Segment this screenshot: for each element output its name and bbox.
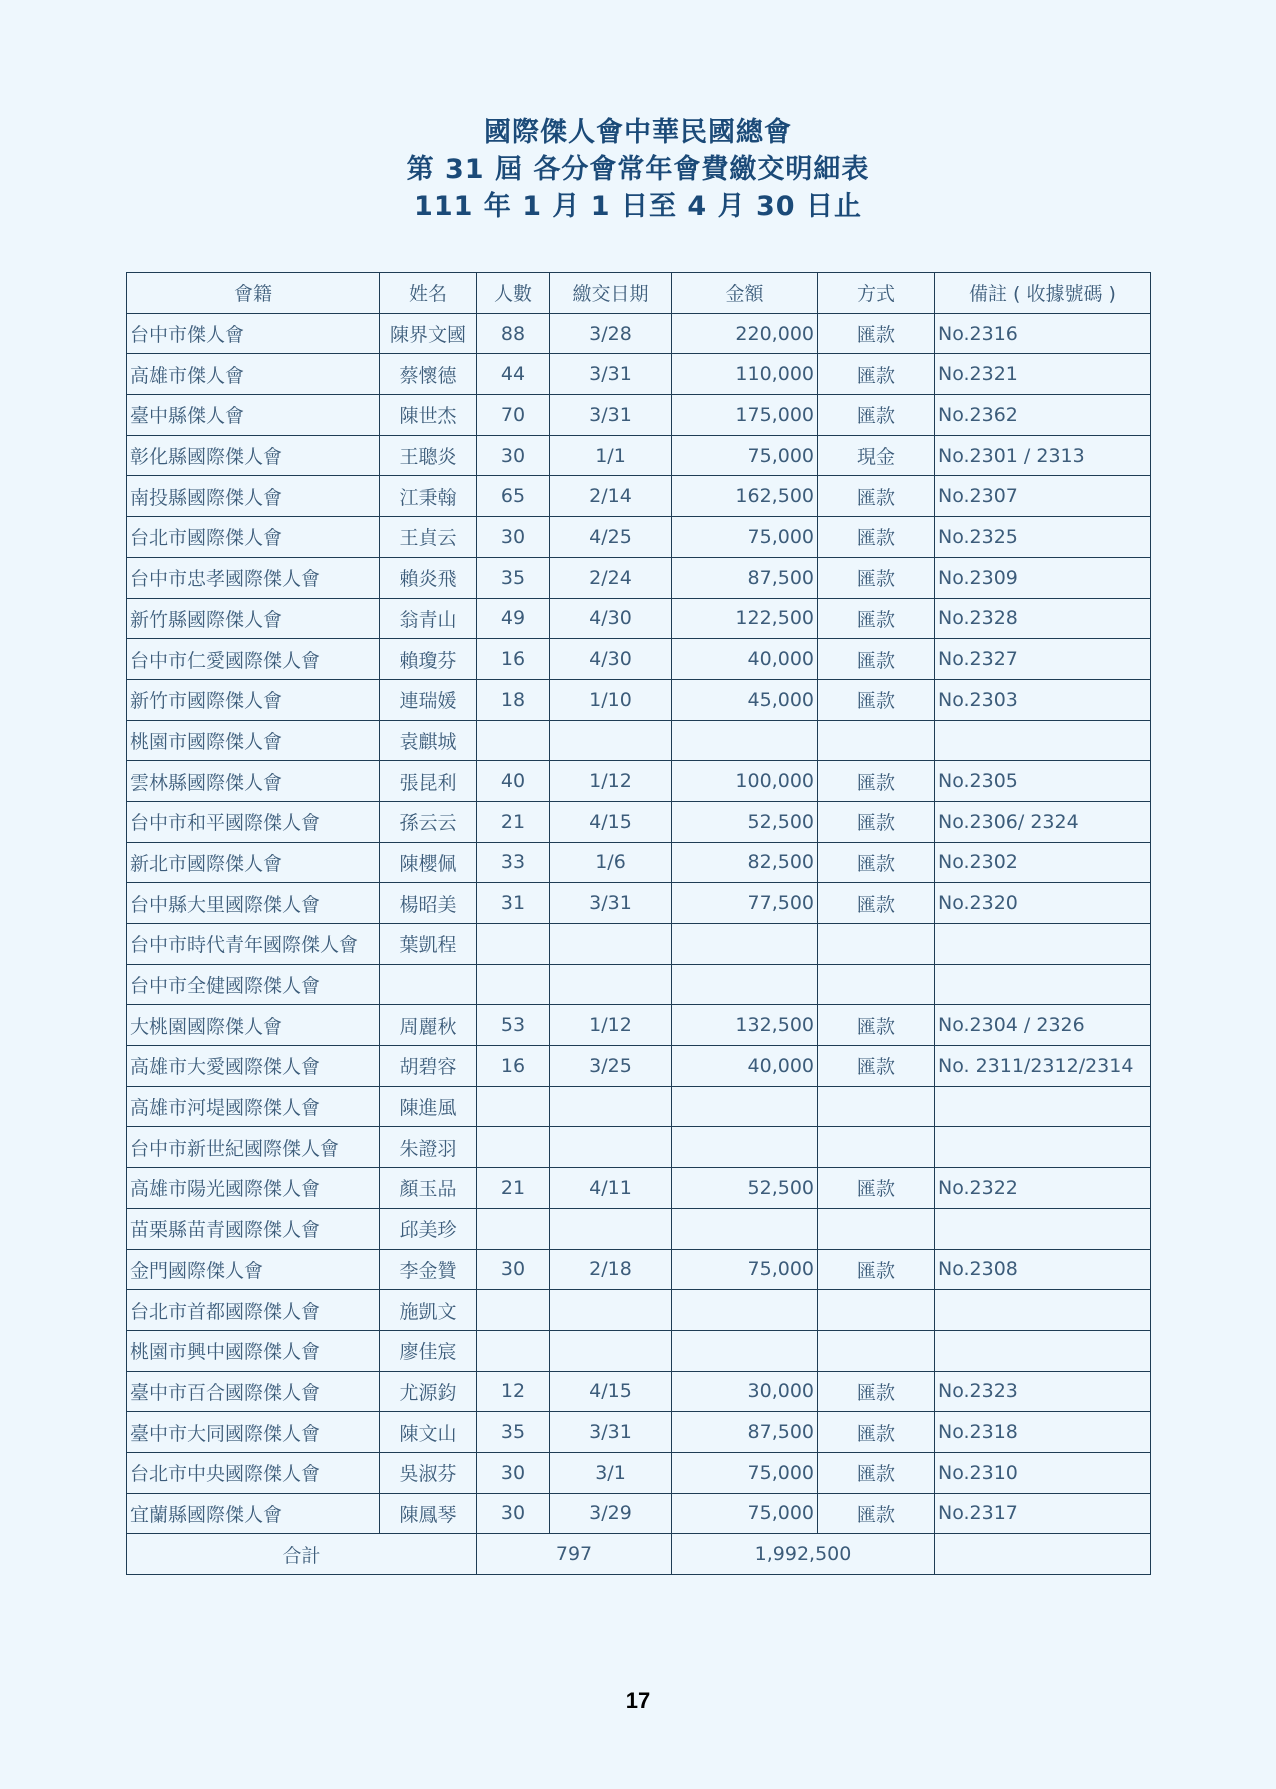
cell-club: 桃園市興中國際傑人會 (127, 1330, 380, 1371)
cell-method: 現金 (818, 435, 935, 476)
table-row (127, 639, 1151, 680)
cell-club: 高雄市傑人會 (127, 354, 380, 395)
cell-method (818, 1127, 935, 1168)
cell-club: 雲林縣國際傑人會 (127, 761, 380, 802)
cell-date (550, 1208, 672, 1249)
cell-count: 49 (477, 598, 550, 639)
cell-date: 3/28 (550, 313, 672, 354)
cell-note: No.2302 (935, 842, 1151, 883)
cell-name: 陳文山 (380, 1412, 477, 1453)
cell-count (477, 924, 550, 965)
cell-note: No.2305 (935, 761, 1151, 802)
table-row (127, 1249, 1151, 1290)
table-row (127, 964, 1151, 1005)
cell-club: 臺中縣傑人會 (127, 395, 380, 436)
cell-name: 陳進風 (380, 1086, 477, 1127)
cell-amount: 82,500 (672, 842, 818, 883)
cell-name: 邱美珍 (380, 1208, 477, 1249)
cell-note: No.2362 (935, 395, 1151, 436)
cell-date: 4/25 (550, 517, 672, 558)
cell-date (550, 1127, 672, 1168)
cell-note (935, 720, 1151, 761)
page-number: 17 (625, 1688, 651, 1713)
cell-method (818, 1208, 935, 1249)
cell-amount (672, 1086, 818, 1127)
table-row (127, 801, 1151, 842)
cell-name: 王貞云 (380, 517, 477, 558)
cell-name: 周麗秋 (380, 1005, 477, 1046)
table-row (127, 1452, 1151, 1493)
total-count: 797 (477, 1534, 672, 1575)
cell-note (935, 924, 1151, 965)
cell-club: 臺中市大同國際傑人會 (127, 1412, 380, 1453)
cell-count: 65 (477, 476, 550, 517)
cell-club: 台北市國際傑人會 (127, 517, 380, 558)
cell-club: 新竹縣國際傑人會 (127, 598, 380, 639)
cell-name: 江秉翰 (380, 476, 477, 517)
org-title: 國際傑人會中華民國總會 (484, 117, 792, 148)
table-row (127, 1371, 1151, 1412)
cell-method: 匯款 (818, 1452, 935, 1493)
cell-club: 台中市和平國際傑人會 (127, 801, 380, 842)
cell-amount: 100,000 (672, 761, 818, 802)
cell-count: 30 (477, 1493, 550, 1534)
cell-count: 18 (477, 679, 550, 720)
cell-count: 33 (477, 842, 550, 883)
cell-name: 蔡懷德 (380, 354, 477, 395)
cell-club: 桃園市國際傑人會 (127, 720, 380, 761)
cell-amount: 40,000 (672, 639, 818, 680)
cell-note (935, 1330, 1151, 1371)
total-amount: 1,992,500 (672, 1534, 935, 1575)
cell-name: 葉凱程 (380, 924, 477, 965)
cell-method: 匯款 (818, 354, 935, 395)
cell-amount: 122,500 (672, 598, 818, 639)
cell-amount: 40,000 (672, 1046, 818, 1087)
cell-method: 匯款 (818, 883, 935, 924)
cell-count: 40 (477, 761, 550, 802)
cell-date (550, 964, 672, 1005)
cell-method: 匯款 (818, 395, 935, 436)
header-date: 繳交日期 (550, 273, 672, 314)
table-row (127, 476, 1151, 517)
cell-note (935, 1086, 1151, 1127)
table-row (127, 557, 1151, 598)
cell-method: 匯款 (818, 313, 935, 354)
table-row (127, 517, 1151, 558)
cell-date: 3/31 (550, 883, 672, 924)
cell-date: 3/31 (550, 395, 672, 436)
cell-amount: 52,500 (672, 801, 818, 842)
cell-note (935, 964, 1151, 1005)
cell-name: 李金贊 (380, 1249, 477, 1290)
cell-note: No.2328 (935, 598, 1151, 639)
cell-name: 張昆利 (380, 761, 477, 802)
cell-count: 21 (477, 801, 550, 842)
cell-date: 3/31 (550, 354, 672, 395)
cell-name: 陳鳳琴 (380, 1493, 477, 1534)
cell-name: 楊昭美 (380, 883, 477, 924)
dues-table (126, 272, 1151, 1575)
cell-method: 匯款 (818, 639, 935, 680)
cell-note: No.2325 (935, 517, 1151, 558)
cell-name: 尤源鈞 (380, 1371, 477, 1412)
cell-count (477, 1208, 550, 1249)
cell-count: 16 (477, 1046, 550, 1087)
cell-amount: 77,500 (672, 883, 818, 924)
cell-club: 高雄市陽光國際傑人會 (127, 1168, 380, 1209)
cell-amount: 45,000 (672, 679, 818, 720)
cell-name: 施凱文 (380, 1290, 477, 1331)
cell-method (818, 964, 935, 1005)
cell-amount: 75,000 (672, 435, 818, 476)
cell-count: 30 (477, 1249, 550, 1290)
header-note: 備註 ( 收據號碼 ) (935, 273, 1151, 314)
cell-note: No.2301 / 2313 (935, 435, 1151, 476)
cell-date (550, 1290, 672, 1331)
table-row (127, 1208, 1151, 1249)
cell-club: 金門國際傑人會 (127, 1249, 380, 1290)
cell-amount: 75,000 (672, 1493, 818, 1534)
cell-club: 台中市時代青年國際傑人會 (127, 924, 380, 965)
cell-count (477, 1290, 550, 1331)
cell-date: 2/18 (550, 1249, 672, 1290)
cell-amount: 52,500 (672, 1168, 818, 1209)
cell-method: 匯款 (818, 1046, 935, 1087)
cell-method: 匯款 (818, 801, 935, 842)
table-row (127, 1046, 1151, 1087)
cell-method: 匯款 (818, 557, 935, 598)
document-title-block (0, 114, 1276, 225)
cell-club: 台中縣大里國際傑人會 (127, 883, 380, 924)
cell-club: 新北市國際傑人會 (127, 842, 380, 883)
cell-club: 大桃園國際傑人會 (127, 1005, 380, 1046)
cell-count: 31 (477, 883, 550, 924)
cell-amount (672, 1127, 818, 1168)
cell-name: 陳世杰 (380, 395, 477, 436)
cell-amount: 110,000 (672, 354, 818, 395)
cell-name: 朱證羽 (380, 1127, 477, 1168)
cell-amount: 87,500 (672, 557, 818, 598)
table-header-row (127, 273, 1151, 314)
cell-amount: 75,000 (672, 1249, 818, 1290)
header-club: 會籍 (127, 273, 380, 314)
cell-name: 廖佳宸 (380, 1330, 477, 1371)
cell-name: 顏玉品 (380, 1168, 477, 1209)
cell-date (550, 720, 672, 761)
cell-club: 宜蘭縣國際傑人會 (127, 1493, 380, 1534)
cell-method: 匯款 (818, 842, 935, 883)
cell-club: 台中市忠孝國際傑人會 (127, 557, 380, 598)
cell-club: 臺中市百合國際傑人會 (127, 1371, 380, 1412)
cell-date: 1/6 (550, 842, 672, 883)
table-row (127, 1330, 1151, 1371)
cell-date: 3/1 (550, 1452, 672, 1493)
table-row (127, 842, 1151, 883)
table-row (127, 1086, 1151, 1127)
cell-date: 1/12 (550, 761, 672, 802)
cell-note: No.2307 (935, 476, 1151, 517)
cell-count: 70 (477, 395, 550, 436)
cell-name: 陳界文國 (380, 313, 477, 354)
cell-name: 孫云云 (380, 801, 477, 842)
table-row (127, 598, 1151, 639)
cell-amount: 75,000 (672, 517, 818, 558)
cell-note (935, 1208, 1151, 1249)
table-row (127, 1290, 1151, 1331)
cell-amount: 132,500 (672, 1005, 818, 1046)
cell-date: 4/15 (550, 1371, 672, 1412)
cell-note: No.2309 (935, 557, 1151, 598)
cell-count: 44 (477, 354, 550, 395)
cell-date: 1/1 (550, 435, 672, 476)
cell-club: 台中市新世紀國際傑人會 (127, 1127, 380, 1168)
cell-date: 2/24 (550, 557, 672, 598)
cell-club: 台北市首都國際傑人會 (127, 1290, 380, 1331)
cell-method (818, 1290, 935, 1331)
cell-date: 4/30 (550, 639, 672, 680)
table-row (127, 1005, 1151, 1046)
table-row (127, 924, 1151, 965)
cell-note: No.2310 (935, 1452, 1151, 1493)
cell-count: 35 (477, 557, 550, 598)
cell-method: 匯款 (818, 761, 935, 802)
cell-note: No.2327 (935, 639, 1151, 680)
date-range-title: 111 年 1 月 1 日至 4 月 30 日止 (414, 191, 862, 222)
cell-count: 53 (477, 1005, 550, 1046)
cell-club: 苗栗縣苗青國際傑人會 (127, 1208, 380, 1249)
cell-club: 台中市全健國際傑人會 (127, 964, 380, 1005)
cell-date: 4/11 (550, 1168, 672, 1209)
cell-note: No.2322 (935, 1168, 1151, 1209)
cell-method: 匯款 (818, 598, 935, 639)
cell-method: 匯款 (818, 1005, 935, 1046)
cell-note: No.2317 (935, 1493, 1151, 1534)
total-row (127, 1534, 1151, 1575)
cell-method: 匯款 (818, 517, 935, 558)
cell-note: No.2304 / 2326 (935, 1005, 1151, 1046)
cell-method: 匯款 (818, 1371, 935, 1412)
cell-note: No.2318 (935, 1412, 1151, 1453)
cell-club: 台中市傑人會 (127, 313, 380, 354)
cell-method: 匯款 (818, 1249, 935, 1290)
cell-note: No. 2311/2312/2314 (935, 1046, 1151, 1087)
cell-method: 匯款 (818, 1412, 935, 1453)
cell-amount (672, 1208, 818, 1249)
total-note (935, 1534, 1151, 1575)
cell-name: 賴炎飛 (380, 557, 477, 598)
cell-date (550, 1086, 672, 1127)
table-row (127, 679, 1151, 720)
cell-amount (672, 1290, 818, 1331)
cell-method (818, 924, 935, 965)
cell-date: 1/12 (550, 1005, 672, 1046)
cell-count (477, 1330, 550, 1371)
cell-amount: 75,000 (672, 1452, 818, 1493)
cell-name: 翁青山 (380, 598, 477, 639)
cell-count: 12 (477, 1371, 550, 1412)
table-row (127, 313, 1151, 354)
cell-amount (672, 924, 818, 965)
cell-amount: 87,500 (672, 1412, 818, 1453)
header-method: 方式 (818, 273, 935, 314)
cell-club: 高雄市大愛國際傑人會 (127, 1046, 380, 1087)
table-row (127, 354, 1151, 395)
cell-note: No.2308 (935, 1249, 1151, 1290)
cell-amount (672, 720, 818, 761)
cell-date: 1/10 (550, 679, 672, 720)
table-row (127, 883, 1151, 924)
cell-count (477, 1086, 550, 1127)
cell-name (380, 964, 477, 1005)
cell-date: 4/30 (550, 598, 672, 639)
table-row (127, 761, 1151, 802)
table-row (127, 1412, 1151, 1453)
total-label: 合計 (127, 1534, 477, 1575)
cell-count: 35 (477, 1412, 550, 1453)
cell-date: 3/29 (550, 1493, 672, 1534)
cell-note: No.2320 (935, 883, 1151, 924)
cell-method (818, 720, 935, 761)
cell-amount (672, 1330, 818, 1371)
cell-date (550, 924, 672, 965)
cell-date: 2/14 (550, 476, 672, 517)
table-row (127, 1168, 1151, 1209)
cell-name: 吳淑芬 (380, 1452, 477, 1493)
cell-club: 彰化縣國際傑人會 (127, 435, 380, 476)
cell-name: 陳櫻佩 (380, 842, 477, 883)
cell-name: 袁麒城 (380, 720, 477, 761)
cell-count (477, 720, 550, 761)
cell-amount (672, 964, 818, 1005)
cell-method (818, 1330, 935, 1371)
header-name: 姓名 (380, 273, 477, 314)
cell-count (477, 964, 550, 1005)
table-row (127, 1127, 1151, 1168)
cell-amount: 220,000 (672, 313, 818, 354)
cell-method: 匯款 (818, 1168, 935, 1209)
table-row (127, 720, 1151, 761)
cell-method (818, 1086, 935, 1127)
cell-note: No.2321 (935, 354, 1151, 395)
cell-count: 30 (477, 435, 550, 476)
cell-club: 新竹市國際傑人會 (127, 679, 380, 720)
cell-amount: 175,000 (672, 395, 818, 436)
cell-note: No.2316 (935, 313, 1151, 354)
cell-count: 30 (477, 1452, 550, 1493)
cell-name: 王聰炎 (380, 435, 477, 476)
cell-count (477, 1127, 550, 1168)
cell-date: 4/15 (550, 801, 672, 842)
cell-note: No.2323 (935, 1371, 1151, 1412)
cell-note (935, 1127, 1151, 1168)
cell-name: 賴瓊芬 (380, 639, 477, 680)
cell-note: No.2303 (935, 679, 1151, 720)
cell-club: 高雄市河堤國際傑人會 (127, 1086, 380, 1127)
cell-club: 南投縣國際傑人會 (127, 476, 380, 517)
header-count: 人數 (477, 273, 550, 314)
cell-method: 匯款 (818, 476, 935, 517)
cell-count: 16 (477, 639, 550, 680)
cell-date (550, 1330, 672, 1371)
cell-club: 台中市仁愛國際傑人會 (127, 639, 380, 680)
report-title: 第 31 屆 各分會常年會費繳交明細表 (406, 154, 870, 185)
cell-date: 3/31 (550, 1412, 672, 1453)
cell-note: No.2306/ 2324 (935, 801, 1151, 842)
cell-method: 匯款 (818, 1493, 935, 1534)
cell-name: 胡碧容 (380, 1046, 477, 1087)
cell-count: 30 (477, 517, 550, 558)
cell-count: 21 (477, 1168, 550, 1209)
cell-date: 3/25 (550, 1046, 672, 1087)
cell-amount: 30,000 (672, 1371, 818, 1412)
cell-name: 連瑞媛 (380, 679, 477, 720)
cell-amount: 162,500 (672, 476, 818, 517)
table-row (127, 435, 1151, 476)
table-row (127, 395, 1151, 436)
cell-note (935, 1290, 1151, 1331)
header-amount: 金額 (672, 273, 818, 314)
cell-count: 88 (477, 313, 550, 354)
cell-method: 匯款 (818, 679, 935, 720)
cell-club: 台北市中央國際傑人會 (127, 1452, 380, 1493)
table-row (127, 1493, 1151, 1534)
